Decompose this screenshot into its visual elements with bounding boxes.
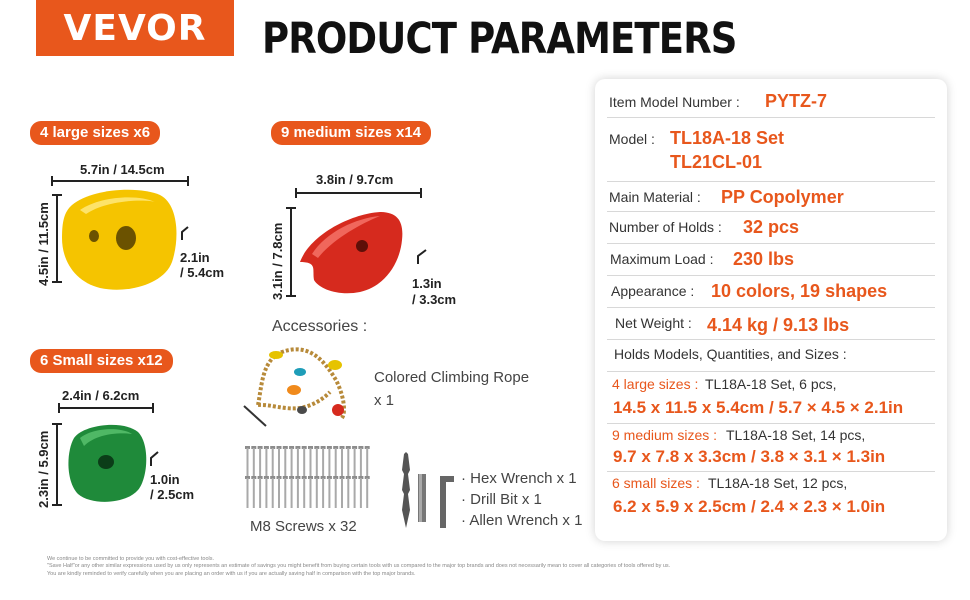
page-title: PRODUCT PARAMETERS — [262, 14, 737, 64]
spec-key: Appearance : — [611, 283, 695, 299]
medium-depth-label-a: 1.3in — [412, 276, 442, 291]
medium-height-label: 3.1in / 7.8cm — [270, 222, 285, 300]
spec-value: TL18A-18 Set — [670, 128, 785, 148]
spec-size-key: 4 large sizes : — [612, 376, 699, 392]
spec-value: 230 lbs — [733, 249, 795, 269]
tool-drill-bit: · Drill Bit x 1 — [461, 491, 542, 508]
large-height-label: 4.5in / 11.5cm — [36, 202, 51, 286]
spec-size-value: 9.7 x 7.8 x 3.3cm / 3.8 × 3.1 × 1.3in — [613, 447, 886, 466]
spec-size-detail: TL18A-18 Set, 12 pcs, — [708, 475, 848, 491]
spec-value: PYTZ-7 — [765, 91, 828, 111]
small-depth-label-b: / 2.5cm — [150, 487, 195, 502]
spec-row-holds-models — [607, 339, 935, 372]
spec-row-holds — [607, 211, 935, 244]
spec-row-large — [607, 371, 935, 424]
spec-row-weight — [607, 307, 935, 340]
spec-size-value: 6.2 x 5.9 x 2.5cm / 2.4 × 2.3 × 1.0in — [613, 497, 886, 516]
spec-key: Item Model Number : — [609, 94, 740, 110]
footer-line-1: We continue to be committed to provide you with cost-effective tools. — [47, 556, 215, 562]
spec-row-small — [607, 471, 935, 521]
spec-key: Model : — [609, 131, 655, 147]
large-depth-label-a: 2.1in — [180, 250, 210, 265]
spec-size-value: 14.5 x 11.5 x 5.4cm / 5.7 × 4.5 × 2.1in — [613, 398, 904, 417]
spec-card — [595, 79, 947, 541]
accessories-heading: Accessories : — [272, 318, 368, 335]
spec-row-load — [607, 243, 935, 276]
spec-row-appearance — [607, 275, 935, 308]
spec-key: Main Material : — [609, 189, 701, 205]
spec-size-detail: TL18A-18 Set, 14 pcs, — [726, 427, 866, 443]
spec-value: PP Copolymer — [721, 187, 844, 207]
small-width-label: 2.4in / 6.2cm — [62, 388, 140, 403]
spec-key: Net Weight : — [615, 315, 692, 331]
small-sizes-badge: 6 Small sizes x12 — [30, 349, 173, 373]
rope-label: Colored Climbing Rope — [374, 369, 530, 386]
tool-hex-wrench: · Hex Wrench x 1 — [461, 470, 577, 487]
spec-size-detail: TL18A-18 Set, 6 pcs, — [705, 376, 837, 392]
spec-size-key: 6 small sizes : — [612, 475, 700, 491]
large-width-label: 5.7in / 14.5cm — [80, 162, 165, 177]
screws-label: M8 Screws x 32 — [250, 518, 357, 535]
tool-allen-wrench: · Allen Wrench x 1 — [461, 512, 583, 529]
spec-key: Holds Models, Quantities, and Sizes : — [614, 346, 847, 362]
large-depth-label-b: / 5.4cm — [180, 265, 225, 280]
tools-image — [0, 0, 1, 1]
medium-width-label: 3.8in / 9.7cm — [316, 172, 394, 187]
large-sizes-badge: 4 large sizes x6 — [30, 121, 160, 145]
spec-row-medium — [607, 423, 935, 472]
spec-value: TL21CL-01 — [670, 152, 763, 172]
medium-depth-label-b: / 3.3cm — [412, 292, 457, 307]
spec-size-key: 9 medium sizes : — [612, 427, 718, 443]
spec-value: 4.14 kg / 9.13 lbs — [707, 315, 850, 335]
spec-key: Number of Holds : — [609, 219, 722, 235]
spec-row-model-number — [607, 85, 935, 118]
small-depth-label-a: 1.0in — [150, 472, 180, 487]
spec-value: 32 pcs — [743, 217, 800, 237]
vevor-logo: VEVOR — [36, 0, 234, 56]
footer-line-3: You are kindly reminded to verify carefully when you are placing an order with us if you are actually saving half in comparison with the top major brands. — [47, 571, 416, 577]
spec-row-model — [607, 117, 935, 182]
small-height-label: 2.3in / 5.9cm — [36, 430, 51, 508]
spec-key: Maximum Load : — [610, 251, 714, 267]
medium-sizes-badge: 9 medium sizes x14 — [271, 121, 431, 145]
spec-row-material — [607, 181, 935, 212]
footer-line-2: "Save Half"or any other similar expressions used by us only represents an estimate of savings you might benefit from buying certain tools with us compared to the major top brands and does not necessarily mean to cover all categories of tools offered by us. — [47, 563, 671, 569]
spec-value: 10 colors, 19 shapes — [711, 281, 888, 301]
rope-quantity: x 1 — [374, 392, 395, 409]
